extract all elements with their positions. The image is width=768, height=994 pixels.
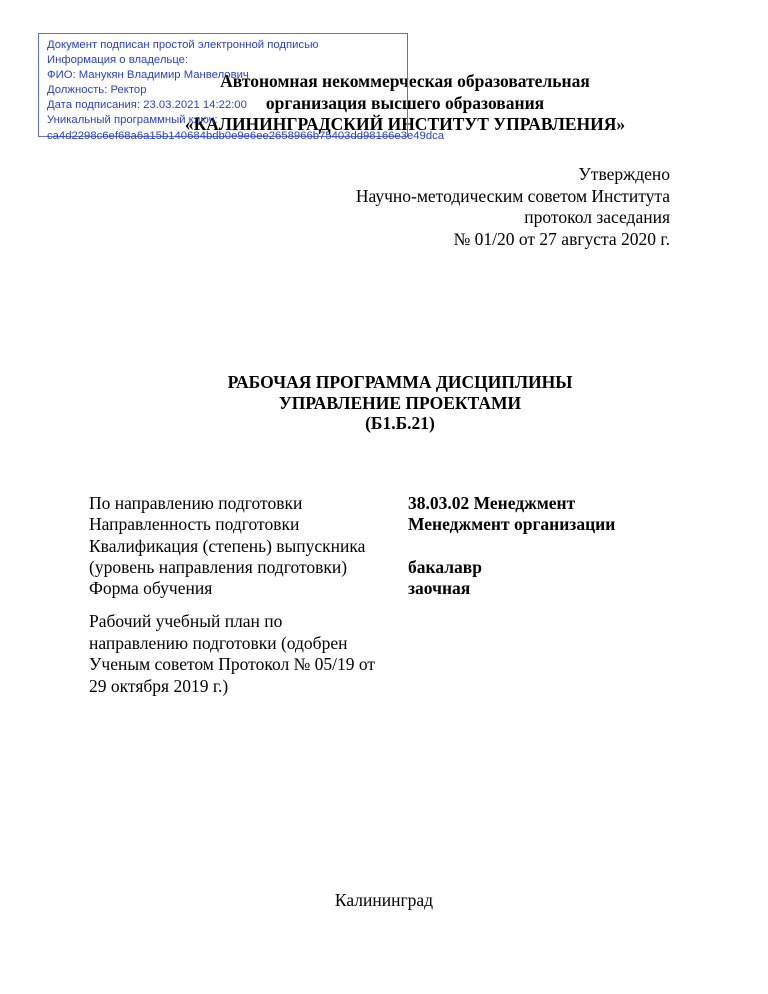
qualification-value: бакалавр bbox=[408, 557, 482, 577]
approval-line-2: Научно-методическим советом Института bbox=[355, 185, 670, 206]
stamp-line: Дата подписания: 23.03.2021 14:22:00 bbox=[47, 99, 247, 112]
plan-line-3: Ученым советом Протокол № 05/19 от bbox=[89, 654, 376, 674]
document-title bbox=[150, 372, 650, 434]
study-form-value: заочная bbox=[408, 578, 471, 598]
organization-name: «КАЛИНИНГРАДСКИЙ ИНСТИТУТ УПРАВЛЕНИЯ» bbox=[184, 114, 626, 134]
approval-block bbox=[356, 164, 670, 250]
study-form-label: Форма обучения bbox=[89, 578, 213, 598]
curriculum-plan-note bbox=[89, 611, 389, 697]
stamp-line: Информация о владельце: bbox=[47, 54, 189, 67]
organization-line-2: организация высшего образования bbox=[265, 92, 545, 113]
electronic-signature-stamp bbox=[38, 33, 445, 142]
plan-line-1: Рабочий учебный план по bbox=[89, 611, 283, 631]
approval-line-1: Утверждено bbox=[578, 164, 670, 184]
city-name: Калининград bbox=[334, 890, 434, 910]
discipline-name: УПРАВЛЕНИЕ ПРОЕКТАМИ bbox=[278, 392, 522, 413]
direction-value: 38.03.02 Менеджмент bbox=[408, 493, 576, 513]
qualification-label-sub: (уровень направления подготовки) bbox=[89, 557, 348, 577]
approval-line-3: протокол заседания bbox=[524, 207, 670, 227]
discipline-code: (Б1.Б.21) bbox=[365, 413, 435, 433]
stamp-line: Должность: Ректор bbox=[47, 84, 147, 97]
approval-protocol: № 01/20 от 27 августа 2020 г. bbox=[453, 228, 670, 249]
profile-label: Направленность подготовки bbox=[89, 514, 300, 534]
stamp-line: Уникальный программный ключ: bbox=[47, 114, 218, 127]
qualification-label: Квалификация (степень) выпускника bbox=[89, 536, 366, 556]
plan-line-2: направлению подготовки (одобрен bbox=[89, 632, 348, 653]
plan-line-4: 29 октября 2019 г.) bbox=[89, 675, 229, 696]
profile-value: Менеджмент организации bbox=[408, 514, 616, 534]
stamp-line: Документ подписан простой электронной подписью bbox=[47, 39, 319, 51]
organization-line-1: Автономная некоммерческая образовательная bbox=[220, 71, 590, 91]
stamp-line: ca4d2298c6ef68a6a15b140684bdb0e9e6ee2658966b75403dd98166e3e49dca bbox=[47, 129, 445, 142]
stamp-line: ФИО: Манукян Владимир Манвелович bbox=[47, 69, 249, 82]
title-line-1: РАБОЧАЯ ПРОГРАММА ДИСЦИПЛИНЫ bbox=[227, 372, 573, 392]
direction-label: По направлению подготовки bbox=[89, 493, 303, 513]
